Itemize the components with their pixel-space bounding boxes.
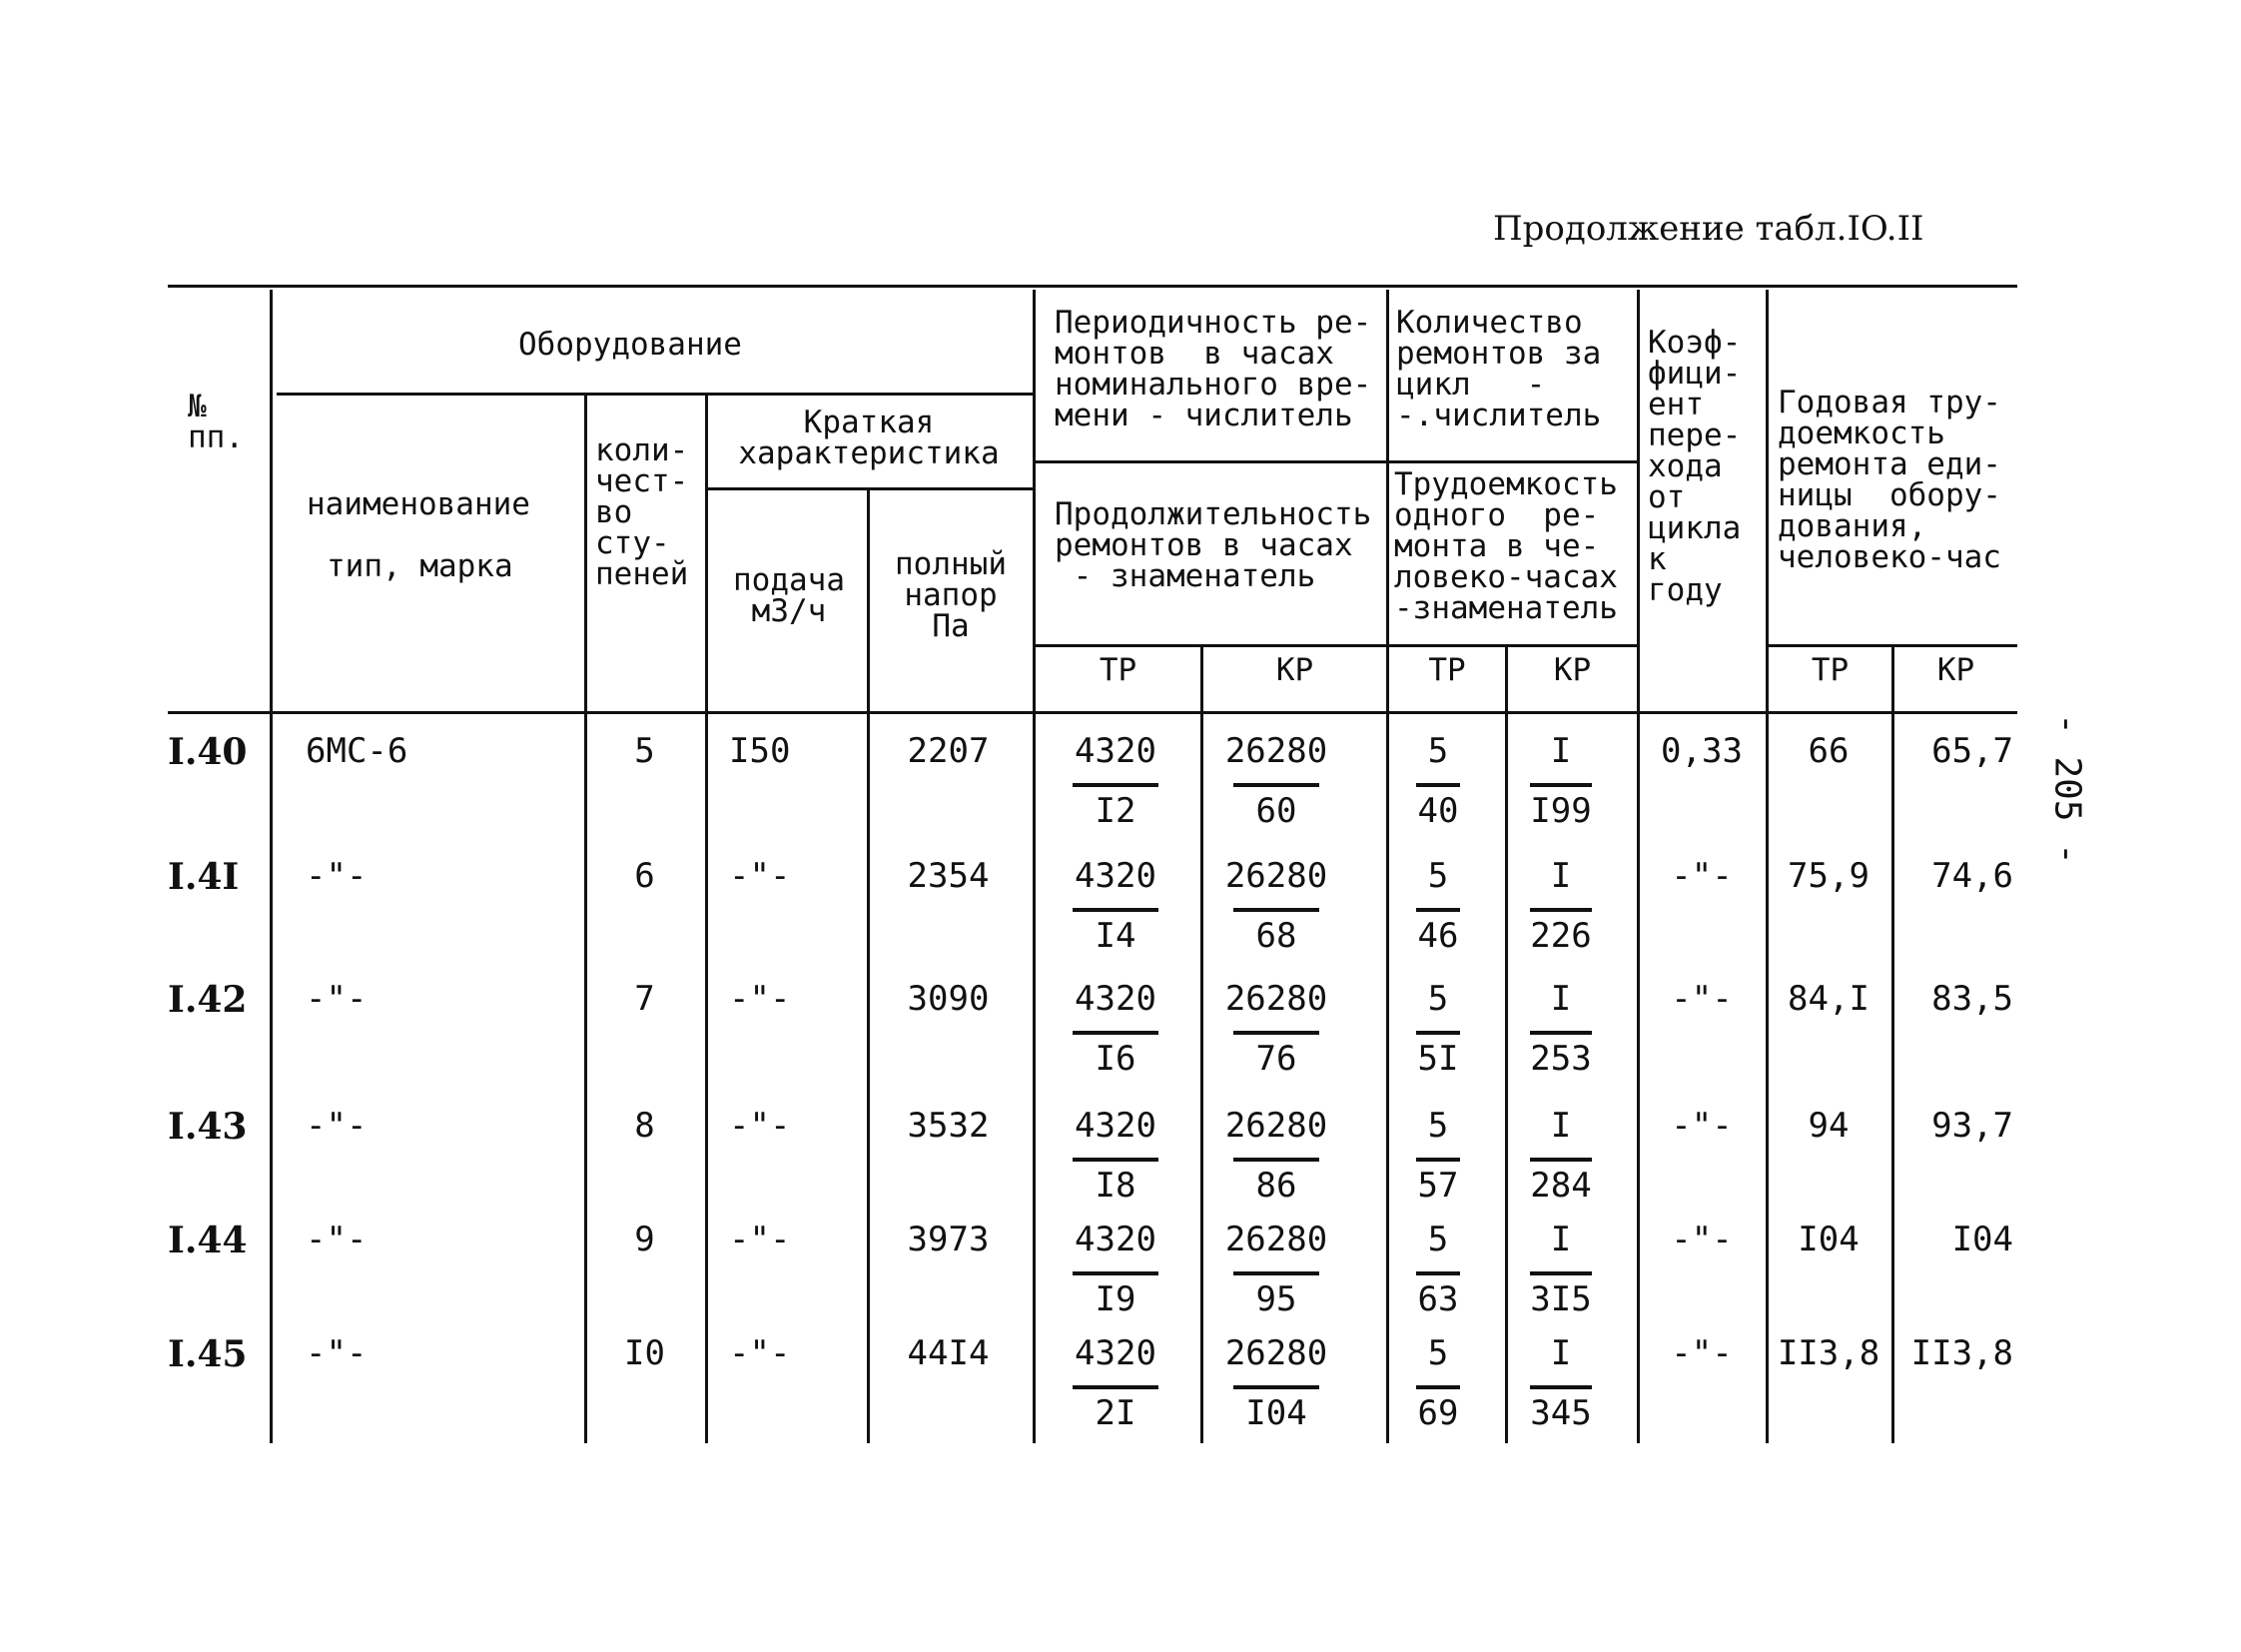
cell-flow: I50 xyxy=(729,731,791,771)
cell-per-kr-numerator: 26280 xyxy=(1224,979,1328,1019)
cell-num: I.42 xyxy=(168,979,248,1021)
cell-per-kr-numerator: 26280 xyxy=(1224,1220,1328,1259)
cell-cnt-kr-numerator: I xyxy=(1550,1106,1572,1146)
cell-lab-tr-denominator: 69 xyxy=(1417,1393,1459,1433)
cell-dur-tr-denominator: 2I xyxy=(1095,1393,1136,1433)
cell-ann-kr: II3,8 xyxy=(1910,1333,2013,1373)
cell-ann-kr: 65,7 xyxy=(1931,731,2013,771)
fraction-bar xyxy=(1530,1385,1592,1389)
cell-num: I.40 xyxy=(168,731,248,773)
fraction-bar xyxy=(1073,783,1158,787)
cell-dur-kr-denominator: I04 xyxy=(1245,1393,1307,1433)
cell-lab-tr-denominator: 5I xyxy=(1417,1039,1459,1079)
cell-stages: 7 xyxy=(634,979,655,1019)
cell-coef: -"- xyxy=(1671,1333,1733,1373)
subheader-cnt-tr: ТР xyxy=(1428,652,1466,688)
cell-cnt-tr-numerator: 5 xyxy=(1427,1106,1449,1146)
fraction-bar xyxy=(1233,1385,1319,1389)
cell-flow: -"- xyxy=(729,1220,791,1259)
cell-ann-tr: 84,I xyxy=(1788,979,1869,1019)
cell-num: I.4I xyxy=(168,856,240,898)
cell-per-tr-numerator: 4320 xyxy=(1075,1106,1156,1146)
cell-ann-tr: I04 xyxy=(1798,1220,1860,1259)
fraction-bar xyxy=(1416,908,1460,912)
cell-dur-tr-denominator: I8 xyxy=(1095,1166,1136,1206)
cell-coef: 0,33 xyxy=(1661,731,1743,771)
periodicity-underline xyxy=(1033,460,1637,463)
cell-dur-tr-denominator: I4 xyxy=(1095,916,1136,956)
cell-name: -"- xyxy=(306,1220,368,1259)
col-line-name xyxy=(584,393,587,1443)
cell-name: -"- xyxy=(306,979,368,1019)
cell-cnt-tr-numerator: 5 xyxy=(1427,856,1449,896)
fraction-bar xyxy=(1073,1271,1158,1275)
fraction-bar xyxy=(1233,1271,1319,1275)
header-type-mark: тип, марка xyxy=(327,548,513,584)
equipment-underline xyxy=(277,393,1033,396)
cell-per-kr-numerator: 26280 xyxy=(1224,1106,1328,1146)
cell-num: I.45 xyxy=(168,1333,248,1375)
fraction-bar xyxy=(1233,1158,1319,1162)
header-labor-one: Трудоемкость одного ре- монта в че- ловеко-часах -знаменатель xyxy=(1394,466,1618,626)
cell-coef: -"- xyxy=(1671,979,1733,1019)
cell-ann-kr: 93,7 xyxy=(1931,1106,2013,1146)
header-stages: коли- чест- во сту- пеней xyxy=(595,432,689,592)
cell-lab-tr-denominator: 63 xyxy=(1417,1279,1459,1319)
cell-lab-tr-denominator: 46 xyxy=(1417,916,1459,956)
subheader-per-kr: КР xyxy=(1275,652,1314,688)
cell-per-tr-numerator: 4320 xyxy=(1075,979,1156,1019)
cell-dur-tr-denominator: I2 xyxy=(1095,791,1136,831)
cell-dur-kr-denominator: 95 xyxy=(1255,1279,1297,1319)
cell-dur-tr-denominator: I9 xyxy=(1095,1279,1136,1319)
cell-per-tr-numerator: 4320 xyxy=(1075,856,1156,896)
fraction-bar xyxy=(1233,783,1319,787)
fraction-bar xyxy=(1530,783,1592,787)
cell-stages: 8 xyxy=(634,1106,655,1146)
fraction-bar xyxy=(1530,1271,1592,1275)
cell-dur-kr-denominator: 68 xyxy=(1255,916,1297,956)
cell-head: 2207 xyxy=(907,731,990,771)
col-line-head xyxy=(1033,290,1036,1443)
cell-lab-kr-denominator: 226 xyxy=(1530,916,1592,956)
cell-ann-kr: 74,6 xyxy=(1931,856,2013,896)
fraction-bar xyxy=(1416,783,1460,787)
cell-flow: -"- xyxy=(729,856,791,896)
header-duration: Продолжительность ремонтов в часах - знаменатель xyxy=(1055,496,1372,594)
cell-lab-tr-denominator: 40 xyxy=(1417,791,1459,831)
cell-cnt-tr-numerator: 5 xyxy=(1427,1220,1449,1259)
cell-flow: -"- xyxy=(729,1333,791,1373)
subheader-per-tr: ТР xyxy=(1099,652,1137,688)
cell-ann-kr: I04 xyxy=(1951,1220,2013,1259)
fraction-bar xyxy=(1233,1031,1319,1035)
header-head: полный напор Па xyxy=(895,546,1007,644)
cell-ann-kr: 83,5 xyxy=(1931,979,2013,1019)
cell-num: I.43 xyxy=(168,1106,248,1148)
col-line-stages xyxy=(705,393,708,1443)
fraction-bar xyxy=(1233,908,1319,912)
fraction-bar xyxy=(1530,1158,1592,1162)
fraction-bar xyxy=(1073,1158,1158,1162)
cell-cnt-kr-numerator: I xyxy=(1550,979,1572,1019)
header-bottom-border xyxy=(168,711,2017,714)
cell-ann-tr: 75,9 xyxy=(1788,856,1869,896)
fraction-bar xyxy=(1073,908,1158,912)
cell-cnt-kr-numerator: I xyxy=(1550,731,1572,771)
cell-lab-kr-denominator: 3I5 xyxy=(1530,1279,1592,1319)
cell-name: 6МС-6 xyxy=(306,731,408,771)
subheader-ann-tr: ТР xyxy=(1811,652,1850,688)
header-periodicity: Периодичность ре- монтов в часах номинального вре- мени - числитель xyxy=(1055,305,1372,433)
col-line-num xyxy=(270,290,273,1443)
cell-head: 3090 xyxy=(907,979,990,1019)
cell-name: -"- xyxy=(306,1333,368,1373)
cell-stages: 5 xyxy=(634,731,655,771)
cell-cnt-kr-numerator: I xyxy=(1550,856,1572,896)
header-name: наименование xyxy=(307,486,530,522)
cell-dur-kr-denominator: 60 xyxy=(1255,791,1297,831)
table-top-border xyxy=(168,285,2017,288)
cell-cnt-tr-numerator: 5 xyxy=(1427,731,1449,771)
cell-coef: -"- xyxy=(1671,1220,1733,1259)
cell-cnt-tr-numerator: 5 xyxy=(1427,979,1449,1019)
cell-stages: I0 xyxy=(624,1333,665,1373)
cell-flow: -"- xyxy=(729,979,791,1019)
cell-per-kr-numerator: 26280 xyxy=(1224,731,1328,771)
cell-head: 3973 xyxy=(907,1220,990,1259)
header-flow: подача м3/ч xyxy=(733,562,845,629)
tr-kr-top-line xyxy=(1033,644,1637,647)
col-line-ann-tr xyxy=(1891,644,1894,1443)
cell-ann-tr: 66 xyxy=(1808,731,1850,771)
cell-flow: -"- xyxy=(729,1106,791,1146)
cell-lab-kr-denominator: 284 xyxy=(1530,1166,1592,1206)
subheader-cnt-kr: КР xyxy=(1553,652,1592,688)
header-brief: Краткая характеристика xyxy=(738,405,1000,471)
fraction-bar xyxy=(1416,1385,1460,1389)
fraction-bar xyxy=(1530,908,1592,912)
cell-coef: -"- xyxy=(1671,1106,1733,1146)
cell-per-tr-numerator: 4320 xyxy=(1075,1220,1156,1259)
cell-lab-tr-denominator: 57 xyxy=(1417,1166,1459,1206)
cell-per-kr-numerator: 26280 xyxy=(1224,856,1328,896)
cell-dur-tr-denominator: I6 xyxy=(1095,1039,1136,1079)
header-count: Количество ремонтов за цикл - -.числитель xyxy=(1396,305,1602,433)
cell-dur-kr-denominator: 76 xyxy=(1255,1039,1297,1079)
cell-cnt-kr-numerator: I xyxy=(1550,1220,1572,1259)
subheader-ann-kr: КР xyxy=(1936,652,1975,688)
header-coef: Коэф- фици- ент пере- хода от цикла к году xyxy=(1648,325,1742,608)
col-line-per-tr xyxy=(1200,644,1203,1443)
fraction-bar xyxy=(1416,1158,1460,1162)
cell-head: 2354 xyxy=(907,856,990,896)
cell-ann-tr: II3,8 xyxy=(1777,1333,1880,1373)
cell-per-tr-numerator: 4320 xyxy=(1075,731,1156,771)
cell-name: -"- xyxy=(306,856,368,896)
cell-coef: -"- xyxy=(1671,856,1733,896)
cell-head: 3532 xyxy=(907,1106,990,1146)
header-annual: Годовая тру- доемкость ремонта еди- ницы обору- дования, человеко-час xyxy=(1778,385,2001,575)
fraction-bar xyxy=(1073,1385,1158,1389)
page-number-text: - 205 - xyxy=(2046,713,2088,865)
header-equipment: Оборудование xyxy=(518,327,742,363)
cell-ann-tr: 94 xyxy=(1808,1106,1850,1146)
cell-per-kr-numerator: 26280 xyxy=(1224,1333,1328,1373)
fraction-bar xyxy=(1416,1031,1460,1035)
cell-per-tr-numerator: 4320 xyxy=(1075,1333,1156,1373)
fraction-bar xyxy=(1073,1031,1158,1035)
cell-stages: 9 xyxy=(634,1220,655,1259)
cell-lab-kr-denominator: 253 xyxy=(1530,1039,1592,1079)
continuation-title: Продолжение табл.IO.II xyxy=(1493,209,1924,249)
header-num: № пп. xyxy=(188,389,244,455)
cell-cnt-kr-numerator: I xyxy=(1550,1333,1572,1373)
cell-cnt-tr-numerator: 5 xyxy=(1427,1333,1449,1373)
cell-head: 44I4 xyxy=(907,1333,990,1373)
fraction-bar xyxy=(1530,1031,1592,1035)
cell-stages: 6 xyxy=(634,856,655,896)
cell-lab-kr-denominator: I99 xyxy=(1530,791,1592,831)
cell-lab-kr-denominator: 345 xyxy=(1530,1393,1592,1433)
cell-name: -"- xyxy=(306,1106,368,1146)
cell-num: I.44 xyxy=(168,1220,248,1261)
cell-dur-kr-denominator: 86 xyxy=(1255,1166,1297,1206)
col-line-flow xyxy=(867,487,870,1443)
fraction-bar xyxy=(1416,1271,1460,1275)
